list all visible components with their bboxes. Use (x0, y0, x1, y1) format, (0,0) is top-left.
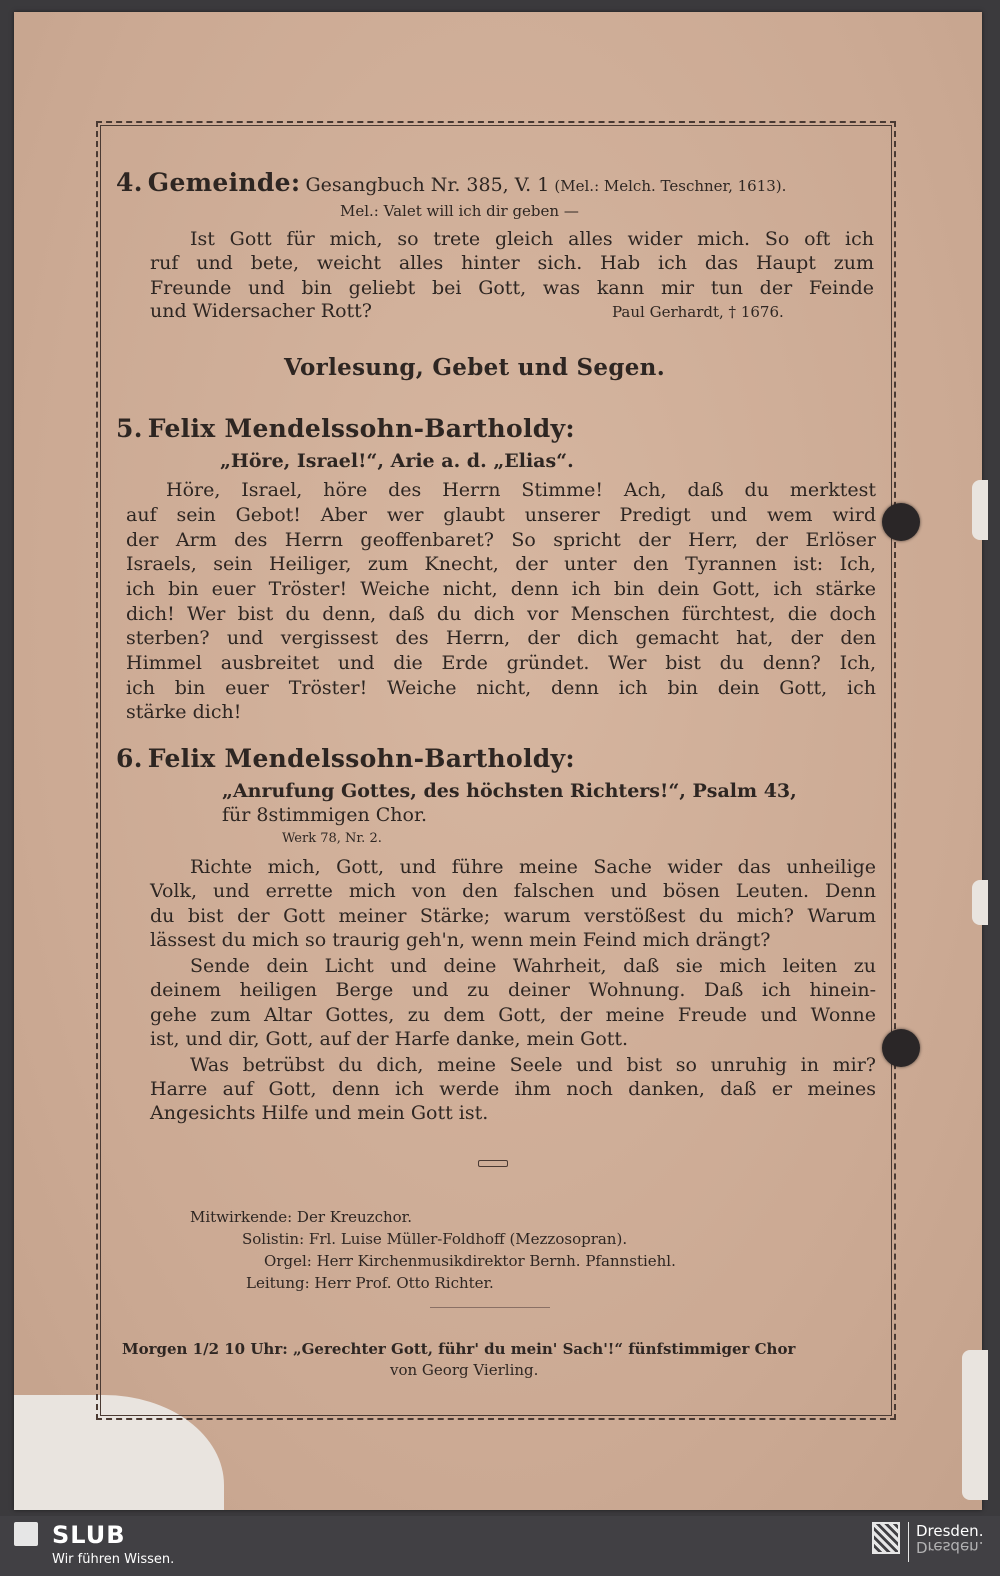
text-line: Ist Gott für mich, so trete gleich alles wider mich. So oft ich (190, 228, 874, 250)
opus-number: Werk 78, Nr. 2. (282, 831, 382, 846)
text-line: Höre, Israel, höre des Herrn Stimme! Ach, daß du merktest (166, 479, 876, 501)
section-4-heading (116, 168, 786, 197)
section-title: Gemeinde: (147, 168, 301, 197)
slub-name[interactable]: SLUB (52, 1521, 126, 1549)
text-line: lässest du mich so traurig geh'n, wenn mein Feind mich drängt? (150, 929, 771, 951)
credits-conductor: Leitung: Herr Prof. Otto Richter. (246, 1274, 494, 1292)
text-line: Harre auf Gott, denn ich werde ihm noch danken, daß er meines (150, 1078, 876, 1100)
section-number: 5. (116, 414, 143, 443)
text-line: dich! Wer bist du denn, daß du dich vor Menschen fürchtest, die doch (126, 603, 876, 625)
section-6-heading (116, 744, 575, 773)
hymn-author: Paul Gerhardt, † 1676. (612, 303, 784, 321)
footer-divider (908, 1522, 909, 1562)
work-title: „Höre, Israel!“, Arie a. d. „Elias“. (220, 450, 574, 472)
text-line: ruf und bete, weicht alles hinter sich. Hab ich das Haupt zum (150, 252, 874, 274)
text-line: Volk, und errette mich von den falschen und bösen Leuten. Denn (150, 880, 876, 902)
interlude-heading: Vorlesung, Gebet und Segen. (284, 354, 665, 381)
section-number: 4. (116, 168, 143, 197)
announcement-line: von Georg Vierling. (390, 1361, 539, 1379)
section-5-heading (116, 414, 575, 443)
punch-hole (882, 503, 920, 541)
melody-line: Mel.: Valet will ich dir geben — (340, 202, 579, 220)
credits-soloist: Solistin: Frl. Luise Müller-Foldhoff (Mezzosopran). (242, 1230, 628, 1248)
torn-edge (962, 1350, 988, 1500)
announcement-line: Morgen 1/2 10 Uhr: „Gerechter Gott, führ' du mein' Sach'!“ fünfstimmiger Chor (122, 1340, 796, 1358)
composer-name: Felix Mendelssohn-Bartholdy: (147, 744, 575, 773)
footer-bar (0, 1516, 1000, 1576)
text-line: gehe zum Altar Gottes, zu dem Gott, der meine Freude und Wonne (150, 1004, 876, 1026)
text-line: Angesichts Hilfe und mein Gott ist. (150, 1102, 489, 1124)
text-line: Freunde und bin geliebt bei Gott, was kann mir tun der Feinde (150, 277, 874, 299)
text-line: Israels, sein Heiliger, zum Knecht, der unter den Tyrannen ist: Ich, (126, 553, 876, 575)
torn-edge (972, 480, 988, 540)
work-subtitle: für 8stimmigen Chor. (222, 804, 427, 826)
text-line: Sende dein Licht und deine Wahrheit, daß sie mich leiten zu (190, 955, 876, 977)
text-line: der Arm des Herrn geoffenbaret? So spricht der Herr, der Erlöser (126, 529, 876, 551)
section-number: 6. (116, 744, 143, 773)
slub-tagline: Wir führen Wissen. (52, 1552, 175, 1567)
text-line: und Widersacher Rott? (150, 300, 372, 322)
slub-logo-icon[interactable] (14, 1522, 38, 1546)
ornament-divider (478, 1160, 508, 1167)
text-line: ist, und dir, Gott, auf der Harfe danke, mein Gott. (150, 1028, 629, 1050)
text-line: deinem heiligen Berge und zu deiner Wohnung. Daß ich hinein- (150, 979, 876, 1001)
credits-organ: Orgel: Herr Kirchenmusikdirektor Bernh. Pfannstiehl. (264, 1252, 676, 1270)
dresden-reflection: Dresden. (916, 1538, 984, 1556)
text-line: stärke dich! (126, 701, 242, 723)
text-line: Himmel ausbreitet und die Erde gründet. Wer bist du denn? Ich, (126, 652, 876, 674)
torn-edge (972, 880, 988, 925)
text-line: Richte mich, Gott, und führe meine Sache wider das unheilige (190, 856, 876, 878)
separator-rule (430, 1307, 550, 1308)
work-title: „Anrufung Gottes, des höchsten Richters!“, Psalm 43, (222, 780, 797, 802)
credits-performers: Mitwirkende: Der Kreuzchor. (190, 1208, 412, 1226)
text-line: sterben? und vergissest des Herrn, der dich gemacht hat, der den (126, 627, 876, 649)
text-line: auf sein Gebot! Aber wer glaubt unserer Predigt und wem wird (126, 504, 876, 526)
text-line: Was betrübst du dich, meine Seele und bist so unruhig in mir? (190, 1054, 876, 1076)
hymn-reference: Gesangbuch Nr. 385, V. 1 (305, 174, 550, 196)
composer-name: Felix Mendelssohn-Bartholdy: (147, 414, 575, 443)
dresden-name[interactable]: Dresden. (916, 1522, 984, 1540)
melody-note: (Mel.: Melch. Teschner, 1613). (554, 177, 787, 195)
text-line: ich bin euer Tröster! Weiche nicht, denn ich bin dein Gott, ich (126, 677, 876, 699)
dresden-coat-of-arms-icon[interactable] (872, 1522, 900, 1554)
text-line: ich bin euer Tröster! Weiche nicht, denn ich bin dein Gott, ich stärke (126, 578, 876, 600)
punch-hole (882, 1029, 920, 1067)
text-line: du bist der Gott meiner Stärke; warum verstößest du mich? Warum (150, 905, 876, 927)
